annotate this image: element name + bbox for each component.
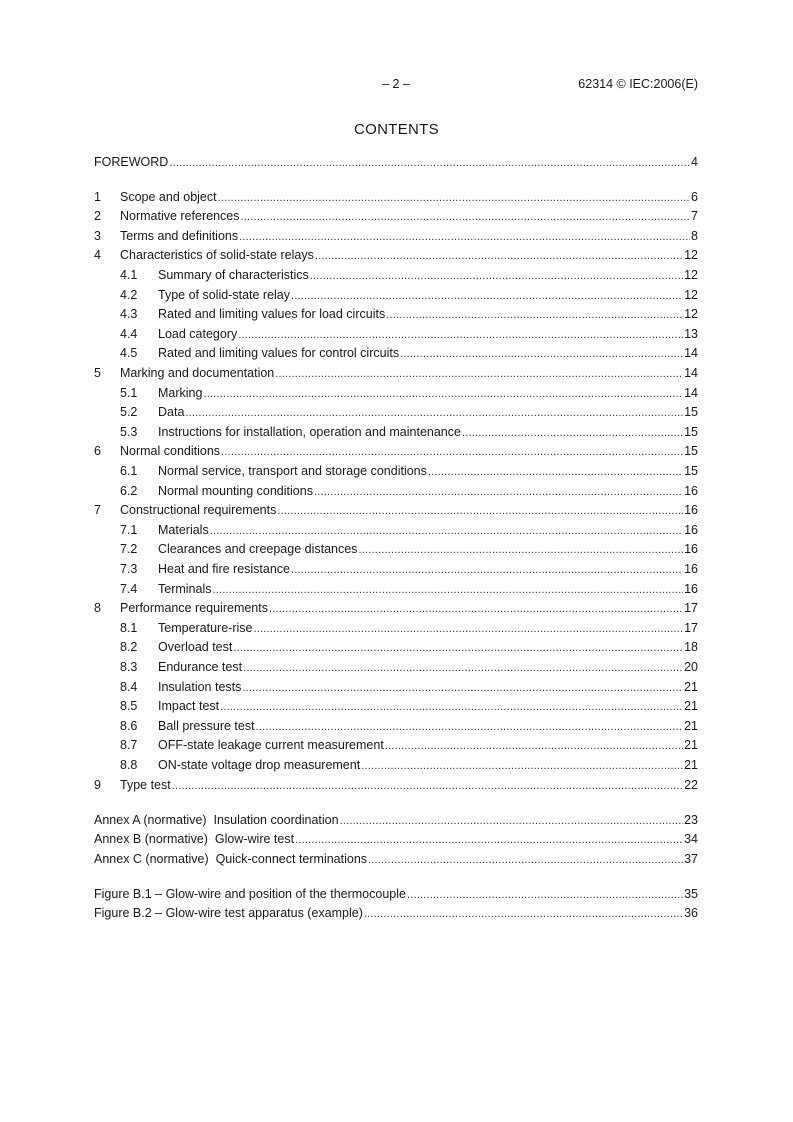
dot-leader bbox=[253, 622, 683, 636]
dot-leader bbox=[315, 249, 683, 263]
toc-entry-number: 7.2 bbox=[120, 542, 138, 557]
toc-entry[interactable] bbox=[94, 205, 698, 225]
dot-leader bbox=[238, 328, 683, 342]
toc-entry-title: Temperature-rise bbox=[158, 620, 253, 635]
toc-entry[interactable] bbox=[94, 828, 698, 848]
toc-entry-title: Rated and limiting values for control circuits bbox=[158, 346, 400, 361]
toc-entry-title: Insulation tests bbox=[158, 679, 242, 694]
toc-entry-title: FOREWORD bbox=[94, 154, 169, 169]
toc-entry-title: Overload test bbox=[158, 640, 233, 655]
toc-entry-title: Normal service, transport and storage conditions bbox=[158, 464, 427, 478]
toc-entry-number: 4.3 bbox=[120, 307, 138, 322]
toc-entry[interactable] bbox=[94, 714, 698, 734]
toc-entry-page: 7 bbox=[691, 209, 698, 224]
toc-entry[interactable] bbox=[94, 263, 698, 283]
toc-entry-title: Annex C (normative) Quick-connect terminations bbox=[94, 851, 368, 866]
page-number: – 2 – bbox=[382, 77, 410, 91]
toc-entry[interactable] bbox=[94, 616, 698, 636]
toc-entry-page: 35 bbox=[684, 886, 698, 901]
dot-leader bbox=[275, 367, 683, 381]
dot-leader bbox=[407, 888, 683, 902]
dot-leader bbox=[364, 907, 683, 921]
toc-entry-number: 8.5 bbox=[120, 699, 138, 714]
toc-entry-page: 20 bbox=[684, 659, 698, 674]
toc-entry-number: 8.4 bbox=[120, 679, 138, 694]
toc-entry[interactable] bbox=[94, 636, 698, 656]
toc-entry[interactable] bbox=[94, 479, 698, 499]
toc-entry-page: 21 bbox=[684, 718, 698, 733]
contents-title: CONTENTS bbox=[354, 121, 439, 138]
dot-leader bbox=[291, 563, 683, 577]
toc-entry[interactable] bbox=[94, 420, 698, 440]
toc-entry[interactable] bbox=[94, 882, 698, 902]
toc-entry[interactable] bbox=[94, 244, 698, 264]
toc-entry-number: 8.1 bbox=[120, 620, 138, 635]
toc-entry-page: 15 bbox=[684, 424, 698, 439]
toc-entry-title: Normal mounting conditions bbox=[158, 483, 313, 498]
toc-entry-page: 12 bbox=[684, 268, 698, 283]
toc-entry[interactable] bbox=[94, 577, 698, 597]
dot-leader bbox=[233, 641, 683, 655]
toc-entry-page: 16 bbox=[684, 561, 698, 576]
toc-entry-number: 7.4 bbox=[120, 581, 138, 596]
toc-entry-title: Terms and definitions bbox=[120, 228, 239, 243]
toc-entry-title: Endurance test bbox=[158, 659, 243, 674]
toc-entry-page: 21 bbox=[684, 679, 698, 694]
toc-entry-page: 36 bbox=[684, 906, 698, 921]
dot-leader bbox=[340, 814, 684, 828]
toc-entry-number: 9 bbox=[94, 777, 101, 792]
toc-entry-title: Impact test bbox=[158, 699, 220, 714]
dot-leader bbox=[185, 406, 683, 420]
toc-entry[interactable] bbox=[94, 753, 698, 773]
toc-entry[interactable] bbox=[94, 773, 698, 793]
toc-entry-number: 7.1 bbox=[120, 522, 138, 537]
toc-entry-title: Characteristics of solid-state relays bbox=[120, 248, 314, 263]
dot-leader bbox=[269, 602, 683, 616]
dot-leader bbox=[210, 524, 683, 538]
dot-leader bbox=[221, 445, 683, 459]
toc-entry-title: Clearances and creepage distances bbox=[158, 542, 358, 557]
toc-entry[interactable] bbox=[94, 459, 698, 479]
toc-entry-number: 6.2 bbox=[120, 483, 138, 498]
toc-entry-title: Type of solid-state relay bbox=[158, 287, 291, 302]
toc-entry-number: 5 bbox=[94, 366, 101, 381]
toc-entry[interactable] bbox=[94, 518, 698, 538]
dot-leader bbox=[358, 543, 683, 557]
toc-entry[interactable] bbox=[94, 303, 698, 323]
toc-entry-page: 17 bbox=[684, 620, 698, 635]
dot-leader bbox=[218, 191, 690, 205]
toc-entry[interactable] bbox=[94, 381, 698, 401]
toc-entry-page: 12 bbox=[684, 248, 698, 263]
toc-entry-title: Scope and object bbox=[120, 189, 217, 204]
dot-leader bbox=[314, 485, 683, 499]
dot-leader bbox=[310, 269, 683, 283]
toc-entry-number: 7.3 bbox=[120, 561, 138, 576]
toc-entry-number: 6 bbox=[94, 444, 101, 459]
toc-entry[interactable] bbox=[94, 734, 698, 754]
toc-entry[interactable] bbox=[94, 655, 698, 675]
toc-entry-number: 7 bbox=[94, 503, 101, 518]
toc-entry-page: 12 bbox=[684, 287, 698, 302]
dot-leader bbox=[386, 308, 683, 322]
toc-entry-title: Marking bbox=[158, 385, 203, 400]
dot-leader bbox=[243, 661, 683, 675]
toc-entry-page: 16 bbox=[684, 542, 698, 557]
toc-entry-number: 4.5 bbox=[120, 346, 138, 361]
toc-entry[interactable] bbox=[94, 322, 698, 342]
toc-entry-page: 14 bbox=[684, 346, 698, 361]
toc-entry[interactable] bbox=[94, 695, 698, 715]
toc-entry-page: 23 bbox=[684, 812, 698, 827]
toc-entry-title: Instructions for installation, operation and maintenance bbox=[158, 424, 461, 439]
toc-entry-title: Type test bbox=[120, 777, 171, 792]
toc-entry-title: ON-state voltage drop measurement bbox=[158, 757, 361, 772]
toc-entry[interactable] bbox=[94, 597, 698, 617]
toc-entry-title: Data bbox=[158, 405, 185, 420]
toc-entry-title: Rated and limiting values for load circuits bbox=[158, 307, 386, 322]
toc-entry-number: 4.1 bbox=[120, 268, 138, 283]
toc-entry-title: Terminals bbox=[158, 581, 212, 596]
toc-entry-title: Ball pressure test bbox=[158, 718, 255, 733]
toc-entry[interactable] bbox=[94, 361, 698, 381]
toc-entry-number: 8 bbox=[94, 601, 101, 616]
toc-entry[interactable] bbox=[94, 675, 698, 695]
toc-entry-title: Constructional requirements bbox=[120, 503, 277, 518]
toc-entry-page: 15 bbox=[684, 464, 698, 478]
toc-entry-page: 14 bbox=[684, 385, 698, 400]
toc-entry-page: 21 bbox=[684, 757, 698, 772]
toc-entry-number: 2 bbox=[94, 209, 101, 224]
toc-entry[interactable] bbox=[94, 342, 698, 362]
toc-entry-page: 4 bbox=[691, 154, 698, 169]
toc-entry-number: 5.2 bbox=[120, 405, 138, 420]
toc-entry-title: Load category bbox=[158, 326, 238, 341]
toc-entry-number: 8.2 bbox=[120, 640, 138, 655]
toc-entry[interactable] bbox=[94, 538, 698, 558]
toc-entry[interactable] bbox=[94, 902, 698, 922]
toc-entry-number: 8.7 bbox=[120, 738, 138, 753]
toc-entry-title: Figure B.2 – Glow-wire test apparatus (example) bbox=[94, 906, 363, 921]
toc-entry-number: 4.2 bbox=[120, 287, 138, 302]
toc-entry[interactable] bbox=[94, 440, 698, 460]
toc-entry-title: Performance requirements bbox=[120, 601, 268, 616]
toc-entry-page: 6 bbox=[691, 189, 698, 204]
toc-entry-page: 15 bbox=[684, 444, 698, 459]
toc-entry-page: 12 bbox=[684, 307, 698, 322]
dot-leader bbox=[220, 700, 683, 714]
toc-entry-page: 14 bbox=[684, 366, 698, 381]
toc-entry-page: 16 bbox=[684, 522, 698, 537]
toc-entry-page: 18 bbox=[684, 640, 698, 655]
toc-entry-number: 4 bbox=[94, 248, 101, 263]
toc-entry-title: Annex A (normative) Insulation coordination bbox=[94, 812, 339, 827]
document-id: 62314 © IEC:2006(E) bbox=[578, 77, 698, 91]
toc-entry-page: 34 bbox=[684, 832, 698, 847]
toc-entry-page: 15 bbox=[684, 405, 698, 420]
toc-entry[interactable] bbox=[94, 185, 698, 205]
toc-entry-number: 5.3 bbox=[120, 424, 138, 439]
dot-leader bbox=[242, 681, 683, 695]
dot-leader bbox=[361, 759, 683, 773]
toc-entry-page: 8 bbox=[691, 228, 698, 243]
toc-entry-title: Figure B.1 – Glow-wire and position of the thermocouple bbox=[94, 886, 406, 901]
dot-leader bbox=[428, 465, 683, 479]
toc-entry-page: 21 bbox=[684, 738, 698, 753]
toc-entry-title: Annex B (normative) Glow-wire test bbox=[94, 832, 295, 847]
toc-entry-page: 16 bbox=[684, 483, 698, 498]
toc-entry[interactable] bbox=[94, 150, 698, 170]
dot-leader bbox=[169, 156, 690, 170]
toc-entry-number: 8.6 bbox=[120, 718, 138, 733]
dot-leader bbox=[172, 779, 683, 793]
dot-leader bbox=[462, 426, 683, 440]
dot-leader bbox=[295, 833, 683, 847]
dot-leader bbox=[256, 720, 684, 734]
toc-entry-number: 1 bbox=[94, 189, 101, 204]
toc-entry[interactable] bbox=[94, 401, 698, 421]
toc-entry-number: 4.4 bbox=[120, 326, 138, 341]
toc-entry[interactable] bbox=[94, 808, 698, 828]
dot-leader bbox=[239, 230, 690, 244]
toc-entry-number: 3 bbox=[94, 228, 101, 243]
toc-entry-number: 5.1 bbox=[120, 385, 138, 400]
toc-entry-page: 17 bbox=[684, 601, 698, 616]
toc-entry-page: 21 bbox=[684, 699, 698, 714]
toc-entry-number: 8.3 bbox=[120, 659, 138, 674]
dot-leader bbox=[213, 583, 684, 597]
toc-entry-page: 13 bbox=[684, 326, 698, 341]
toc-entry-title: Normative references bbox=[120, 209, 240, 224]
toc-entry[interactable] bbox=[94, 499, 698, 519]
dot-leader bbox=[203, 387, 683, 401]
toc-entry[interactable] bbox=[94, 557, 698, 577]
page-header bbox=[94, 77, 698, 93]
toc-entry-page: 16 bbox=[684, 503, 698, 518]
toc-entry-number: 6.1 bbox=[120, 464, 138, 478]
dot-leader bbox=[385, 739, 683, 753]
toc-entry[interactable] bbox=[94, 283, 698, 303]
toc-entry-page: 22 bbox=[684, 777, 698, 792]
toc-entry-number: 8.8 bbox=[120, 757, 138, 772]
toc-entry[interactable] bbox=[94, 847, 698, 867]
toc-entry-title: Summary of characteristics bbox=[158, 268, 309, 283]
toc-entry-title: Marking and documentation bbox=[120, 366, 275, 381]
dot-leader bbox=[241, 210, 691, 224]
toc-entry-page: 16 bbox=[684, 581, 698, 596]
dot-leader bbox=[400, 347, 683, 361]
toc-entry-title: Normal conditions bbox=[120, 444, 221, 459]
dot-leader bbox=[291, 289, 683, 303]
toc-entry-title: Materials bbox=[158, 522, 209, 537]
toc-entry-title: Heat and fire resistance bbox=[158, 561, 291, 576]
dot-leader bbox=[368, 853, 683, 867]
toc-entry[interactable] bbox=[94, 224, 698, 244]
toc-entry-page: 37 bbox=[684, 851, 698, 866]
table-of-contents bbox=[94, 150, 698, 921]
dot-leader bbox=[277, 504, 683, 518]
toc-entry-title: OFF-state leakage current measurement bbox=[158, 738, 384, 753]
